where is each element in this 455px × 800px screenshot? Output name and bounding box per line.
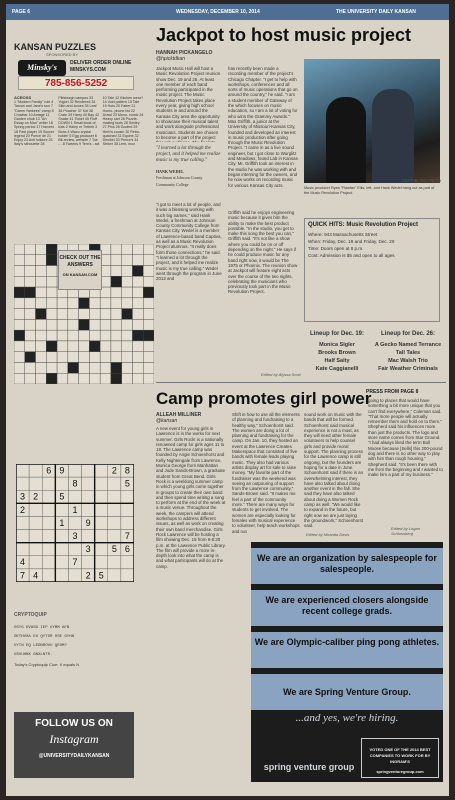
crossword-cell bbox=[79, 362, 90, 373]
crossword-cell bbox=[89, 362, 100, 373]
sudoku-digit: 2 bbox=[85, 570, 91, 581]
sudoku-cell bbox=[108, 556, 121, 569]
deliver-text: DELIVER ORDER ONLINE MINSKYS.COM bbox=[70, 60, 132, 73]
crossword-cell bbox=[46, 255, 57, 266]
crossword-cell bbox=[132, 276, 143, 287]
sudoku-cell bbox=[82, 464, 95, 477]
sudoku-cell bbox=[95, 490, 108, 503]
crossword-cell bbox=[36, 298, 47, 309]
crossword-cell bbox=[100, 309, 111, 320]
crossword-cell bbox=[100, 298, 111, 309]
crossword-cell bbox=[100, 341, 111, 352]
crossword-cell bbox=[68, 352, 79, 363]
crossword-cell bbox=[122, 244, 133, 255]
crypt-line: USVUHNX GNXLNTR. bbox=[14, 653, 53, 657]
quick-hit: Cost: Admission is $5 and open to all ages bbox=[308, 253, 395, 258]
ad-line: We are Olympic-caliber ping pong athletes. bbox=[251, 632, 443, 668]
crossword-cell bbox=[57, 298, 68, 309]
story-col1: Jackpot Music Hall will host a Music Revolution Project reunion show Dec. 19 and 26. At least one member of each band performing participated in the music project. The Music Revolution Project takes place every year, giving high school students in and around the Kansas City area the opportunity to showcase their musical talent and work alongside professional musicians. Students are chosen to become a part of the project bbox=[156, 66, 221, 140]
lineup-dec26: Lineup for Dec. 26: A Gecko Named Terrance Tall Tales Mac Walsh Trio Fair Weather Criminals bbox=[374, 331, 442, 372]
quick-hits-box bbox=[304, 218, 440, 322]
crossword-cell bbox=[122, 255, 133, 266]
sudoku-cell bbox=[68, 569, 81, 582]
crossword-cell bbox=[143, 276, 154, 287]
crossword-cell bbox=[36, 244, 47, 255]
story-photo bbox=[304, 59, 440, 183]
sudoku-cell bbox=[68, 516, 81, 529]
sudoku-cell bbox=[95, 464, 108, 477]
sudoku-cell bbox=[16, 477, 29, 490]
sudoku-digit: 4 bbox=[20, 557, 26, 568]
sponsored-label: SPONSORED BY bbox=[46, 52, 79, 57]
sudoku-digit: 6 bbox=[124, 544, 130, 555]
camp-author: ALLEAH MILLINER bbox=[156, 412, 202, 418]
crossword-cell bbox=[132, 287, 143, 298]
crossword-cell bbox=[36, 341, 47, 352]
crossword-cell bbox=[46, 298, 57, 309]
pull-text: "I learned a lot through the project, and it helped me realize music is my true calling." bbox=[156, 146, 221, 163]
crossword-cell bbox=[143, 373, 154, 384]
photo-caption: Music producer Ryan "Rawfax" Ellis, left, and Hank Wedel hang out as part of the Music Revolution Project. bbox=[304, 186, 435, 195]
crossword-cell bbox=[143, 266, 154, 277]
crossword-cell bbox=[46, 373, 57, 384]
sudoku-cell bbox=[29, 543, 42, 556]
crossword-cell bbox=[143, 298, 154, 309]
press-jump: PRESS FROM PAGE 8 bbox=[366, 389, 419, 395]
sudoku-cell bbox=[68, 464, 81, 477]
crossword-cell bbox=[111, 319, 122, 330]
ad-url: springventuregroup.com bbox=[376, 769, 424, 774]
sudoku-cell bbox=[55, 503, 68, 516]
quick-hit: Where: 943 Massachusetts Street bbox=[308, 232, 378, 237]
sudoku-cell bbox=[42, 503, 55, 516]
sudoku-cell bbox=[55, 556, 68, 569]
sudoku-cell bbox=[95, 543, 108, 556]
instagram-logo: Instagram bbox=[49, 732, 99, 746]
crossword-cell bbox=[111, 298, 122, 309]
crossword-cell bbox=[25, 287, 36, 298]
crossword-cell bbox=[79, 330, 90, 341]
story-col2: has recently been made a recording member of the project's Chicago Chapter. "I get to help with workshops, conferences and all sorts of music operations that go on around the country," he said. "I am a student member of Gateway of the which focuses on music education, so I am a lot of voting for who wins the Grammy Awards." Max Griffith, a junior at the University of Missouri-Kansas City, founded and developed an interest in music production after going through the Music Revolution Project. "I came in as a live sound engineer, but I got close to Wurglitz and Meadows, found Lab in Kansas City. Mr. Griffith took an interest in the studio he was working with and began interning for the owners, and he now works on recording music for various Kansas City acts. bbox=[228, 66, 298, 188]
story-col1b: "I got to meet a lot of people, and it was a blessing working with such big names," said Hank Wedel, a freshman at Johnson County Community College from Kansas City. Wedel is a member of Lawrence-based band Captiva, as well as a Music Revolution Project alumnus. "It really does form those connections," he said. "I learned a lot through the project, and it helped me realize music is my true calling." Wedel went through the program in June 2013 and bbox=[156, 202, 222, 282]
sudoku-digit: 3 bbox=[85, 544, 91, 555]
page-header bbox=[6, 4, 449, 20]
crossword-cell bbox=[89, 298, 100, 309]
sudoku-cell bbox=[29, 477, 42, 490]
crossword-cell bbox=[143, 255, 154, 266]
crossword-cell bbox=[57, 319, 68, 330]
sudoku-cell bbox=[42, 556, 55, 569]
crypt-line: OSYG DVASG IEP UYMM AFB bbox=[14, 626, 70, 630]
crossword-cell bbox=[111, 341, 122, 352]
crossword-cell bbox=[14, 287, 25, 298]
sudoku-cell bbox=[42, 543, 55, 556]
sudoku-cell bbox=[121, 490, 134, 503]
ad-line: We are Spring Venture Group. bbox=[251, 674, 443, 710]
crossword-cell bbox=[46, 341, 57, 352]
crossword-cell bbox=[36, 373, 47, 384]
page-date: WEDNESDAY, DECEMBER 10, 2014 bbox=[176, 9, 260, 15]
crossword-cell bbox=[36, 255, 47, 266]
crossword-cell bbox=[143, 352, 154, 363]
crossword-cell bbox=[79, 373, 90, 384]
minskys-logo: Minsky's bbox=[18, 60, 66, 76]
crossword-cell bbox=[132, 373, 143, 384]
crossword-cell bbox=[132, 244, 143, 255]
sudoku-cell bbox=[29, 556, 42, 569]
crypt-line: UYTN EQ LEDNROVU QEOM? bbox=[14, 644, 67, 648]
sudoku-digit: 9 bbox=[85, 517, 91, 528]
crossword-cell bbox=[46, 276, 57, 287]
crossword-cell bbox=[14, 362, 25, 373]
sudoku-cell bbox=[95, 503, 108, 516]
sudoku-cell bbox=[108, 516, 121, 529]
crossword-cell bbox=[25, 309, 36, 320]
crossword-cell bbox=[36, 319, 47, 330]
crossword-cell bbox=[132, 319, 143, 330]
crossword-cell bbox=[25, 298, 36, 309]
sudoku-cell bbox=[121, 503, 134, 516]
crossword-cell bbox=[111, 373, 122, 384]
crossword-cell bbox=[25, 352, 36, 363]
crossword-cell bbox=[143, 319, 154, 330]
instagram-promo bbox=[14, 712, 134, 778]
crossword-cell bbox=[36, 276, 47, 287]
sudoku-cell bbox=[95, 530, 108, 543]
story-headline: Jackpot to host music project bbox=[156, 25, 412, 45]
sudoku-cell bbox=[29, 516, 42, 529]
crossword-cell bbox=[143, 287, 154, 298]
crossword-cell bbox=[132, 309, 143, 320]
sudoku-cell bbox=[108, 503, 121, 516]
crossword-cell bbox=[14, 266, 25, 277]
sudoku-cell bbox=[16, 530, 29, 543]
camp-col2: Shift in how to use all the elements of planning and fundraising to a healthy way," Schoenhorst said. The women are doing a lot of planning and fundraising for the camp. On Jan. 10, they hosted an event at the Lawrence Creates Makerspace that consisted of five bands with female leads playing music. They also had various artists display art for sale to raise money. "My favorite part of the fundraiser was the weekend was seeing an outpouring of support from the Lawrence community," Sands-Brown said. "It makes me feel a part of the community more." There are many ways for students to get involved. The women are especially looking for females with musical experience to volunteer, help teach workshops and run bbox=[232, 412, 300, 534]
pull-name: HANK WEDEL bbox=[156, 169, 184, 174]
crossword-cell bbox=[25, 330, 36, 341]
newspaper-page bbox=[6, 4, 449, 796]
sudoku-cell bbox=[29, 530, 42, 543]
quick-hit: When: Friday, Dec. 19 and Friday, Dec. 26 bbox=[308, 239, 395, 244]
crossword-cell bbox=[143, 362, 154, 373]
story-col2b: Griffith said he enjoys engineering music because it gives him the ability to make the best product possible. "In the studio, you get to make this song the best you can," Griffith said. "It's not like a show where you could be on or off depending on the night." He says if he could produce music for any band right now, it would be The 1975 or Phoenix. The reunion show at Jackpot will feature eight acts over the course of the two nights, celebrating the musicians who previously took part in the Music Revolution Project. bbox=[228, 210, 298, 295]
camp-col1: A new event for young girls in Lawrence is in the works for next summer. Girls Rock! is a nationally renowned camp for girls ages 11 to 18. The Lawrence camp was founded by Angie Schoenhorst and Kelly Nightengale from Lawrence, Monica George from Manhattan and Jude Sands-Brown, a graduate student from Great Bend. Girls Rock is a weeklong summer camp in which young girls come together in groups to create their own band and then spend time writing a song to perform at the end of the week at a music venue. Throughout the week, the campers will attend workshops to address different issues, as well as work on creating their own band merchandise. Girls Rock Lawrence will be hosting a film showing Dec. 15 from 6-8:30 p.m. at the Lawrence Public Library. The film will provide a more in-depth look into what the camp is and what participants will do at the camp. bbox=[156, 426, 226, 569]
crossword-cell bbox=[89, 319, 100, 330]
crossword-cell bbox=[100, 362, 111, 373]
follow-label: FOLLOW US ON bbox=[35, 718, 113, 729]
crossword-cell bbox=[14, 244, 25, 255]
sudoku-cell bbox=[82, 556, 95, 569]
crossword-cell bbox=[122, 362, 133, 373]
crossword-cell bbox=[14, 330, 25, 341]
crossword-cell bbox=[36, 352, 47, 363]
cryptoquip-text bbox=[14, 624, 134, 669]
sudoku-cell bbox=[42, 477, 55, 490]
crossword-cell bbox=[46, 287, 57, 298]
crypt-line: OETHVXA EX QYTDR OSE GYHN bbox=[14, 635, 75, 639]
crossword-cell bbox=[143, 244, 154, 255]
sudoku-cell bbox=[121, 556, 134, 569]
sudoku-cell bbox=[82, 530, 95, 543]
crossword-cell bbox=[25, 255, 36, 266]
sudoku-cell bbox=[82, 503, 95, 516]
crypt-clue: Today's Cryptoquip Clue: X equals N bbox=[14, 662, 80, 667]
crossword-cell bbox=[132, 266, 143, 277]
crossword-cell bbox=[122, 330, 133, 341]
quick-hit: Time: Doors open at 8 p.m. bbox=[308, 246, 364, 251]
crossword-cell bbox=[79, 298, 90, 309]
crossword-cell bbox=[89, 330, 100, 341]
clues-title: ACROSS bbox=[14, 96, 32, 100]
crossword-cell bbox=[89, 373, 100, 384]
crossword-cell bbox=[46, 266, 57, 277]
sudoku-cell bbox=[121, 516, 134, 529]
clues-text: 1 "Modern Family" role 4 Tarzan and Jane's son 7 "Damn Yankees" vamp 8 Crowbar 10 Antage 11 Garden chub 13 "An Essay on Man" writer 16 Spring period 17 Harvest 18 Past player 19 Soccer legend 20 Ponce de 21 Enjoy 23 Anti folklore 25 Italy's silhouette 28 Pittsburgh campus 33 Yogurt 32 Rendered 34 Skin-and-bones 35 Leaf 36 Poacher 37 Kid 38 Crate 39 Harry 40 Bay 42 Snake 41 Ticket 45 Fluff DOWN 1 Small book of kids 2 Haley or Trebek 3 Bons 4 Waco crystal holder 5 Egg producer 6 Bit-review, website 7 Toe - - 8 Tweens 9 Tern's - act 10 Tale 12 Kitchen wear? 14 Void pattern 15 Tale 19 Holo 20 Faber 21 Homo- phone list 22 Drawl 23 Mono- comic 24 Heavy cart 26 Puzzle- making tools 28 Smiley 27 Pins 28 Goofed 29 Herb's cousin 30 Rebo- quached 31 Equine 32 Decibel 33 Prince's 34 Striker 35 Lem- mox bbox=[14, 96, 144, 147]
sudoku-grid bbox=[16, 464, 134, 582]
sudoku-digit: 5 bbox=[124, 478, 130, 489]
crossword-cell bbox=[57, 373, 68, 384]
author-handle: @hpicktdkan bbox=[156, 56, 185, 62]
crossword-cell bbox=[68, 362, 79, 373]
crossword-cell bbox=[111, 287, 122, 298]
sudoku-cell bbox=[108, 530, 121, 543]
crossword-cell bbox=[89, 341, 100, 352]
paper-name: THE UNIVERSITY DAILY KANSAN bbox=[336, 9, 416, 15]
crossword-cell bbox=[100, 352, 111, 363]
crossword-cell bbox=[25, 362, 36, 373]
ad-brand: spring venture group bbox=[263, 762, 355, 772]
sudoku-digit: 3 bbox=[20, 491, 26, 502]
sudoku-cell bbox=[55, 477, 68, 490]
sudoku-cell bbox=[42, 569, 55, 582]
crossword-cell bbox=[25, 276, 36, 287]
crossword-cell bbox=[25, 373, 36, 384]
sudoku-cell bbox=[55, 530, 68, 543]
crossword-cell bbox=[111, 266, 122, 277]
camp-editor: Edited by Miranda Davis bbox=[306, 532, 350, 537]
phone-number: 785-856-5252 bbox=[18, 76, 134, 90]
crossword-cell bbox=[111, 244, 122, 255]
story-byline bbox=[156, 50, 212, 62]
sudoku-digit: 5 bbox=[98, 570, 104, 581]
crossword-cell bbox=[14, 309, 25, 320]
sudoku-cell bbox=[95, 516, 108, 529]
crossword-cell bbox=[122, 266, 133, 277]
sudoku-cell bbox=[29, 503, 42, 516]
sudoku-cell bbox=[42, 530, 55, 543]
crossword-cell bbox=[132, 352, 143, 363]
crossword-cell bbox=[100, 330, 111, 341]
crossword-cell bbox=[111, 330, 122, 341]
answers-label: CHECK OUT THE ANSWERS bbox=[59, 255, 101, 268]
crossword-cell bbox=[111, 309, 122, 320]
crossword-cell bbox=[122, 309, 133, 320]
crossword-cell bbox=[46, 244, 57, 255]
story-editor: Edited by Alyssa Scott bbox=[261, 372, 301, 377]
pull-quote bbox=[156, 146, 222, 189]
crossword-cell bbox=[68, 309, 79, 320]
sudoku-digit: 5 bbox=[111, 544, 117, 555]
sudoku-cell bbox=[95, 556, 108, 569]
crossword-cell bbox=[14, 276, 25, 287]
sudoku-cell bbox=[55, 569, 68, 582]
camp-col3: sound work on music with the bands that will be formed. Schoenhorst said musical experience is not a must, as they will need other female volunteers to help counsel girls and provide moral support. The planning process for the Lawrence camp is still ongoing, but the founders are hoping for a date in June. Schoenhorst said if there is an overwhelming interest, they have also talked about doing another event in the fall. She said they have also talked about doing a Women Rock camp as well. "We would like to expand in the future, but right now we are just laying the groundwork," Schoenhorst said. bbox=[304, 412, 364, 529]
crossword-cell bbox=[57, 341, 68, 352]
sudoku-cell bbox=[42, 490, 55, 503]
sudoku-digit: 4 bbox=[33, 570, 39, 581]
press-text: going to places that would have something a bit more unique that you can't find everywhere," Coleman said. "That more people will actually remember them and hold on to them." Shepherd said his influences more than just the products. The logo and store name comes from Star Ground. "I had always liked the term Bull Moose because [Sells] this 200-pound dog and there is no other way to play with him than rough housing," Shepherd said. "It's been there with me from the beginning and I wanted to make him a part of my business." bbox=[368, 398, 443, 478]
press-editor: Edited by Logan Schlossberg bbox=[391, 526, 420, 536]
crossword-cell bbox=[57, 352, 68, 363]
crossword-cell bbox=[122, 319, 133, 330]
sudoku-digit: 7 bbox=[20, 570, 26, 581]
crossword-cell bbox=[14, 255, 25, 266]
crossword-cell bbox=[79, 352, 90, 363]
answers-url: ON KANSAN.COM bbox=[62, 272, 98, 277]
crossword-cell bbox=[132, 362, 143, 373]
sudoku-cell bbox=[29, 464, 42, 477]
crossword-cell bbox=[89, 352, 100, 363]
crossword-cell bbox=[79, 341, 90, 352]
crossword-cell bbox=[143, 341, 154, 352]
crossword-cell bbox=[46, 330, 57, 341]
crossword-cell bbox=[46, 352, 57, 363]
crossword-cell bbox=[57, 309, 68, 320]
crossword-cell bbox=[68, 373, 79, 384]
sudoku-cell bbox=[16, 464, 29, 477]
crossword-cell bbox=[68, 319, 79, 330]
sudoku-digit: 6 bbox=[46, 465, 52, 476]
crossword-cell bbox=[122, 373, 133, 384]
ad-line: We are experienced closers alongside recent college grads. bbox=[251, 590, 443, 626]
ad-vote: VOTED ONE OF THE 2014 BEST COMPANIES TO WORK FOR BY INGRAM'S springventuregroup.com bbox=[361, 738, 439, 778]
crossword-cell bbox=[143, 309, 154, 320]
sudoku-cell bbox=[108, 477, 121, 490]
crossword-cell bbox=[100, 319, 111, 330]
sudoku-digit: 7 bbox=[72, 557, 78, 568]
crossword-cell bbox=[111, 352, 122, 363]
crossword-cell bbox=[122, 352, 133, 363]
sudoku-cell bbox=[42, 516, 55, 529]
sudoku-digit: 1 bbox=[72, 504, 78, 515]
crossword-cell bbox=[57, 362, 68, 373]
crossword-cell bbox=[111, 276, 122, 287]
ad-line: We are an organization by salespeople for salespeople. bbox=[251, 548, 443, 584]
crossword-cell bbox=[46, 319, 57, 330]
sudoku-digit: 2 bbox=[20, 504, 26, 515]
crossword-cell bbox=[36, 287, 47, 298]
sudoku-digit: 7 bbox=[124, 530, 130, 541]
crossword-cell bbox=[122, 276, 133, 287]
sudoku-cell bbox=[68, 490, 81, 503]
author-name: HANNAH PICKANGELO bbox=[156, 50, 213, 56]
camp-byline bbox=[156, 412, 201, 424]
crossword-cell bbox=[14, 341, 25, 352]
crossword-cell bbox=[46, 309, 57, 320]
crossword-cell bbox=[68, 330, 79, 341]
crossword-cell bbox=[132, 330, 143, 341]
crossword-cell bbox=[79, 319, 90, 330]
sudoku-digit: 3 bbox=[72, 530, 78, 541]
sudoku-cell bbox=[121, 569, 134, 582]
sudoku-cell bbox=[68, 543, 81, 556]
crossword-cell bbox=[79, 309, 90, 320]
sudoku-cell bbox=[82, 490, 95, 503]
camp-headline: Camp promotes girl power bbox=[156, 389, 372, 408]
sudoku-cell bbox=[108, 569, 121, 582]
sudoku-digit: 8 bbox=[72, 478, 78, 489]
crossword-cell bbox=[14, 298, 25, 309]
lineup-dec19: Lineup for Dec. 19: Monica Sigler Brooks Brown Half Salty Kate Caggianelli bbox=[309, 331, 364, 372]
photo-credit: CONTRIBUTED PHOTO bbox=[401, 179, 441, 183]
sudoku-cell bbox=[108, 490, 121, 503]
crossword-cell bbox=[132, 341, 143, 352]
sudoku-digit: 2 bbox=[33, 491, 39, 502]
camp-handle: @kansan bbox=[156, 418, 178, 424]
crossword-cell bbox=[111, 362, 122, 373]
crossword-cell bbox=[122, 287, 133, 298]
sudoku-cell bbox=[16, 516, 29, 529]
crossword-cell bbox=[25, 341, 36, 352]
crossword-cell bbox=[25, 319, 36, 330]
crossword-cell bbox=[14, 352, 25, 363]
answers-box bbox=[58, 250, 102, 290]
crossword-cell bbox=[111, 255, 122, 266]
crossword-cell bbox=[132, 255, 143, 266]
sudoku-digit: 2 bbox=[111, 465, 117, 476]
crossword-cell bbox=[100, 373, 111, 384]
spring-venture-ad bbox=[251, 542, 443, 782]
sudoku-digit: 1 bbox=[59, 517, 65, 528]
cryptoquip-title: CRYPTOQUIP bbox=[14, 612, 47, 618]
quick-hits-title: QUICK HITS: Music Revolution Project bbox=[308, 222, 419, 228]
crossword-cell bbox=[89, 309, 100, 320]
crossword-cell bbox=[143, 330, 154, 341]
sudoku-cell bbox=[55, 543, 68, 556]
page-number: PAGE 6 bbox=[12, 9, 30, 15]
crossword-cell bbox=[68, 341, 79, 352]
ad-hiring: ...and yes, we're hiring. bbox=[295, 712, 399, 724]
crossword-cell bbox=[36, 309, 47, 320]
crossword-cell bbox=[36, 266, 47, 277]
sudoku-digit: 5 bbox=[59, 491, 65, 502]
crossword-cell bbox=[57, 330, 68, 341]
crossword-cell bbox=[132, 298, 143, 309]
crossword-cell bbox=[68, 298, 79, 309]
sudoku-cell bbox=[16, 543, 29, 556]
section-title: KANSAN PUZZLES bbox=[14, 42, 97, 52]
crossword-cell bbox=[122, 298, 133, 309]
crossword-cell bbox=[14, 319, 25, 330]
crossword-cell bbox=[122, 341, 133, 352]
crossword-cell bbox=[25, 244, 36, 255]
sudoku-cell bbox=[95, 477, 108, 490]
crossword-cell bbox=[36, 362, 47, 373]
crossword-cell bbox=[46, 362, 57, 373]
instagram-handle: @UNIVERSITYDAILYKANSAN bbox=[38, 753, 110, 759]
crossword-cell bbox=[14, 373, 25, 384]
sudoku-digit: 9 bbox=[59, 465, 65, 476]
sudoku-cell bbox=[82, 477, 95, 490]
sudoku-digit: 8 bbox=[124, 465, 130, 476]
crossword-cell bbox=[36, 330, 47, 341]
crossword-cell bbox=[25, 266, 36, 277]
pull-role: Freshman at Johnson County Community College bbox=[156, 175, 203, 187]
